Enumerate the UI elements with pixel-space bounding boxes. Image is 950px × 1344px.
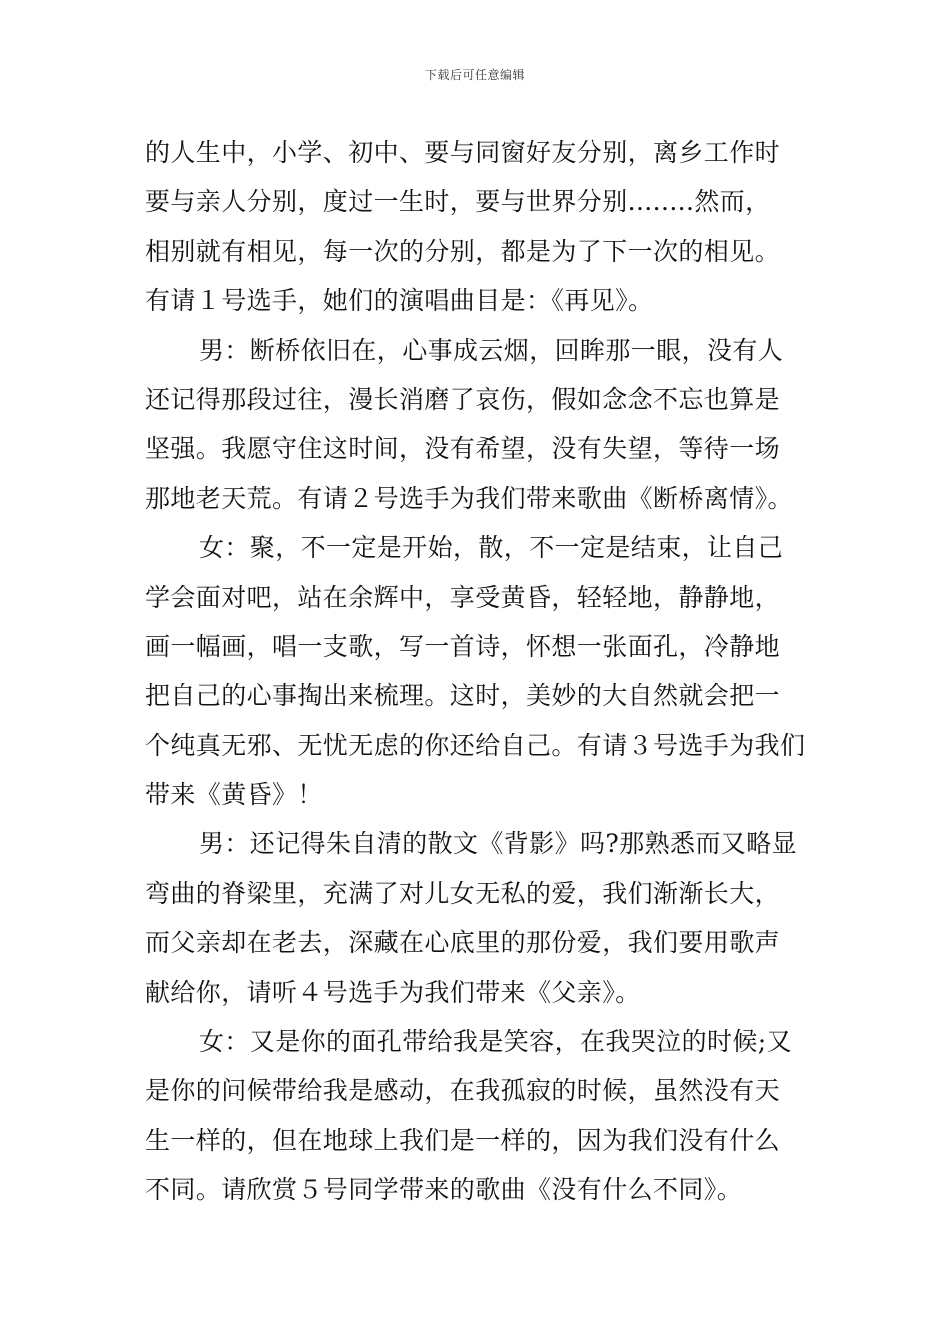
paragraph-start-line: 男：断桥依旧在，心事成云烟，回眸那一眼，没有人 (199, 335, 784, 365)
text-line: 有请１号选手，她们的演唱曲目是：《再见》。 (145, 286, 654, 316)
text-line: 是你的问候带给我是感动，在我孤寂的时候，虽然没有天 (145, 1076, 781, 1106)
text-line: 弯曲的脊梁里，充满了对儿女无私的爱，我们渐渐长大， (145, 878, 781, 908)
text-line: 带来《黄昏》！ (145, 780, 323, 810)
paragraph-start-line: 女：聚，不一定是开始，散，不一定是结束，让自己 (199, 533, 784, 563)
text-line: 生一样的，但在地球上我们是一样的，因为我们没有什么 (145, 1125, 781, 1155)
text-line: 不同。请欣赏５号同学带来的歌曲《没有什么不同》。 (145, 1175, 743, 1205)
text-line: 相别就有相见，每一次的分别，都是为了下一次的相见。 (145, 236, 781, 266)
text-line: 坚强。我愿守住这时间，没有希望，没有失望，等待一场 (145, 434, 781, 464)
text-line: 那地老天荒。有请２号选手为我们带来歌曲《断桥离情》。 (145, 483, 793, 513)
text-line: 献给你，请听４号选手为我们带来《父亲》。 (145, 977, 641, 1007)
paragraph-start-line: 男：还记得朱自清的散文《背影》吗?那熟悉而又略显 (199, 829, 798, 859)
paragraph-start-line: 女：又是你的面孔带给我是笑容，在我哭泣的时候;又 (199, 1027, 793, 1057)
text-line: 画一幅画，唱一支歌，写一首诗，怀想一张面孔，冷静地 (145, 631, 781, 661)
text-line: 把自己的心事掏出来梳理。这时，美妙的大自然就会把一 (145, 681, 781, 711)
text-line: 而父亲却在老去，深藏在心底里的那份爱，我们要用歌声 (145, 928, 781, 958)
text-line: 个纯真无邪、无忧无虑的你还给自己。有请３号选手为我们 (145, 730, 806, 760)
text-line: 学会面对吧，站在余辉中，享受黄昏，轻轻地，静静地， (145, 582, 781, 612)
text-line: 要与亲人分别，度过一生时，要与世界分别........然而， (145, 187, 771, 217)
text-line: 还记得那段过往，漫长消磨了哀伤，假如念念不忘也算是 (145, 384, 781, 414)
document-body (145, 128, 817, 1215)
text-line: 的人生中，小学、初中、要与同窗好友分别，离乡工作时 (145, 138, 781, 167)
header-note: 下载后可任意编辑 (424, 68, 525, 82)
